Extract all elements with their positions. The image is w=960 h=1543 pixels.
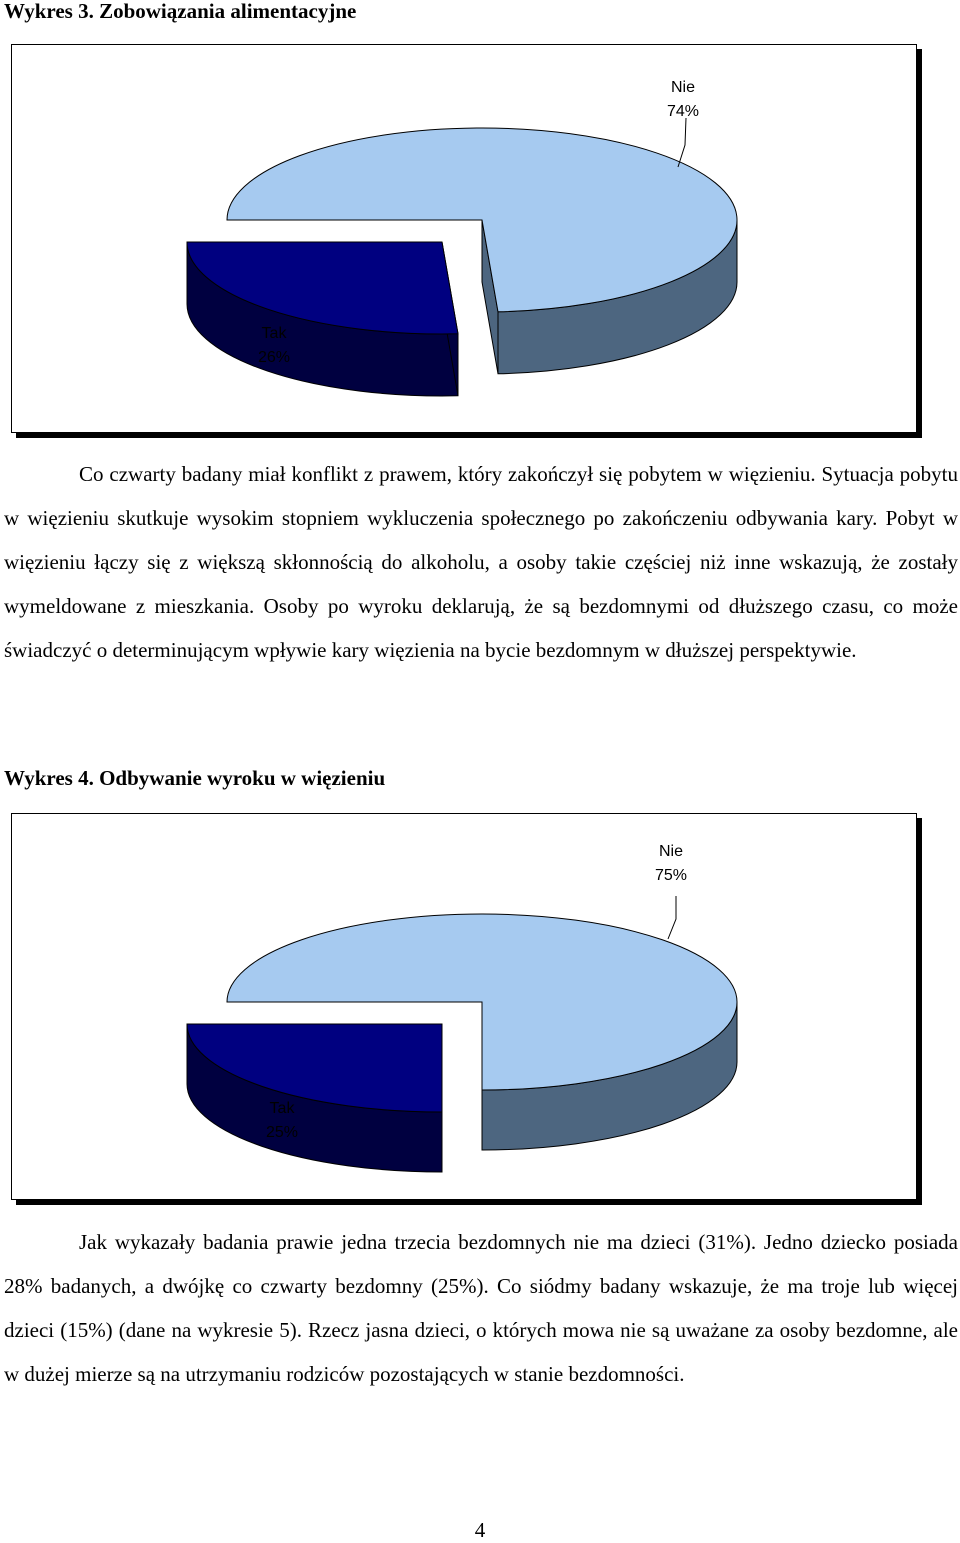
label-nie-category: Nie (658, 843, 684, 860)
label-nie-leader-line (678, 118, 686, 167)
label-nie-value: 74% (666, 103, 700, 120)
paragraph-prison-conflict: Co czwarty badany miał konflikt z prawem, który zakończył się pobytem w więzieniu. Sytuacja pobytu w więzieniu skutkuje wysokim stopniem wykluczenia społecznego po zakończeniu odbywania kary. Pobyt w więzieniu łączy się z większą skłonnością do alkoholu, a osoby takie częściej niż inne wskazują, że zostały wymeldowane z mieszkania. Osoby po wyroku deklarują, że są bezdomnymi od dłuższego czasu, co może świadczyć o determinującym wpływie kary więzienia na bycie bezdomnym w dłuższej perspektywie. (4, 462, 958, 662)
figure-3-chart (11, 44, 917, 433)
paragraph-children: Jak wykazały badania prawie jedna trzecia bezdomnych nie ma dzieci (31%). Jedno dziecko posiada 28% badanych, a dwójkę co czwarty bezdomny (25%). Co siódmy badany wskazuje, że ma troje lub więcej dzieci (15%) (dane na wykresie 5). Rzecz jasna dzieci, o których mowa nie są uważane za osoby bezdomne, ale w dużej mierze są na utrzymaniu rodziców pozostających w stanie bezdomności. (4, 1230, 958, 1386)
figure-4-chart (11, 813, 917, 1200)
label-tak-category: Tak (261, 325, 287, 342)
label-nie-value: 75% (654, 867, 688, 884)
figure-4-pie-svg (12, 814, 916, 1199)
figure-4-title: Wykres 4. Odbywanie wyroku w więzieniu (4, 766, 386, 790)
label-tak-value: 25% (265, 1124, 299, 1141)
label-nie-category: Nie (670, 79, 696, 96)
page-number: 4 (474, 1518, 486, 1542)
figure-3-title: Wykres 3. Zobowiązania alimentacyjne (4, 0, 357, 23)
label-nie-leader-line (668, 896, 676, 939)
label-tak-category: Tak (269, 1100, 295, 1117)
figure-3-pie-svg (12, 45, 916, 432)
label-tak-value: 26% (257, 349, 291, 366)
